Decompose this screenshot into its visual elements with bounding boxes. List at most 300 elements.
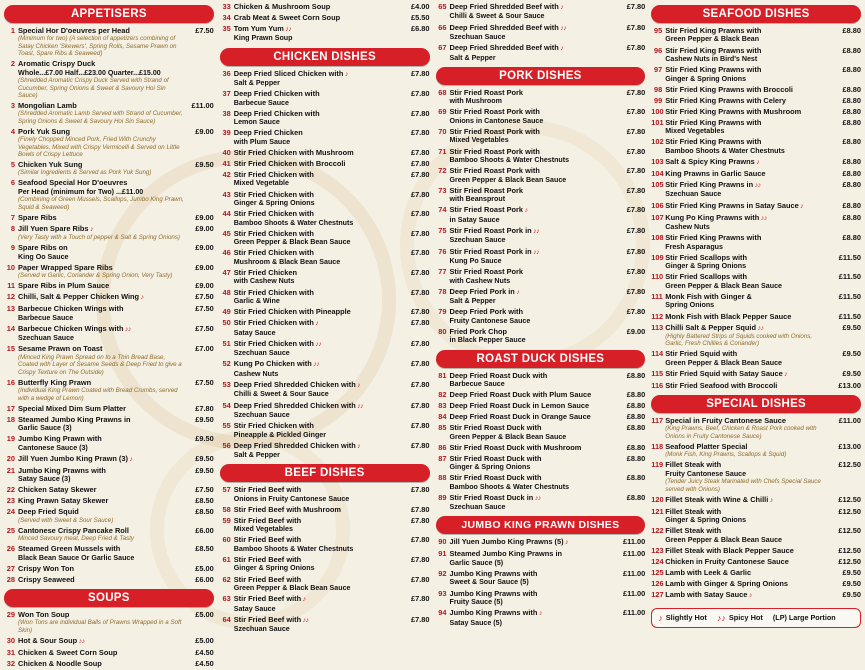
spice-level-icon: ♪ [798, 202, 804, 210]
item-price: £7.50 [195, 26, 214, 35]
item-name: Stir Fried Beef with [233, 574, 302, 584]
menu-item [220, 24, 430, 45]
item-description: (Monk Fish, King Prawns, Scallops & Squid) [665, 451, 787, 459]
item-name: Aromatic Crispy Duck [18, 59, 96, 69]
spice-level-icon: ♪♪ [311, 361, 320, 369]
item-name: Special Hor D'oeuvres per Head [18, 26, 130, 35]
item-name: Crispy Won Ton [18, 563, 74, 573]
item-price: £5.50 [411, 13, 430, 22]
item-name: Stir Fried King Prawns with Mushroom [665, 106, 802, 116]
item-body [18, 564, 184, 573]
item-body [450, 43, 616, 62]
item-name: Deep Fried Roast Duck with [449, 370, 548, 380]
item-subline: Cashew Nuts [233, 369, 279, 378]
item-name: Chicken & Mushroom Soup [233, 2, 331, 11]
item-subline: Whole...£7.00 Half...£23.00 Quarter...£15.00 [18, 68, 161, 77]
menu-item [220, 380, 430, 401]
item-number: 95 [654, 26, 663, 35]
item-number: 35 [222, 24, 231, 33]
menu-item [436, 88, 646, 108]
item-subline: Fruity Sauce (5) [449, 598, 503, 607]
item-name: Deep Fried Squid [18, 507, 79, 517]
item-number: 105 [651, 179, 664, 189]
item-name: Stir Fried Roast Pork with [449, 146, 540, 156]
item-number: 75 [438, 225, 447, 235]
item-body [18, 292, 184, 302]
item-body [665, 381, 831, 390]
item-price: £6.80 [411, 24, 430, 33]
item-number: 90 [438, 537, 447, 547]
item-subline: King Oo Sauce [18, 252, 69, 261]
item-name: Stir Fried Roast Pork with [449, 166, 540, 176]
item-body [234, 248, 400, 266]
section-header-roast-duck: ROAST DUCK DISHES [436, 350, 646, 368]
item-price: £11.50 [838, 252, 861, 262]
item-price: £7.80 [626, 166, 646, 176]
menu-item [436, 287, 646, 308]
item-number: 49 [222, 307, 231, 317]
item-price: £13.00 [838, 441, 861, 451]
spice-level-icon: ♪♪ [558, 24, 567, 32]
item-price: £7.80 [626, 146, 646, 156]
item-price: £7.80 [626, 43, 646, 53]
item-subline: Green Pepper & Black Bean Sauce [449, 175, 567, 184]
item-body [234, 159, 400, 168]
item-price: £7.80 [411, 594, 430, 604]
item-name: King Prawns in Garlic Sauce [665, 168, 766, 178]
item-body [450, 186, 616, 204]
spice-level-icon: ♪♪ [533, 494, 541, 502]
menu-item [651, 292, 861, 312]
item-number: 72 [438, 166, 447, 176]
spice-level-icon: ♪♪ [531, 248, 540, 256]
item-subline: Fresh Asparagus [665, 242, 723, 251]
item-body [450, 390, 616, 399]
item-price: £9.00 [195, 223, 214, 233]
item-name: Steamed Jumbo King Prawns in [449, 549, 563, 559]
item-name: Chicken Yuk Sung [18, 160, 83, 170]
item-name: Stir Fried Squid with Satay Sauce [665, 368, 783, 378]
menu-item [436, 443, 646, 454]
item-number: 12 [6, 292, 15, 302]
spice-level-icon: ♪♪ [77, 637, 85, 645]
item-price: £7.80 [626, 87, 646, 97]
menu-item [220, 128, 430, 148]
menu-item [436, 226, 646, 247]
menu-item [651, 381, 861, 392]
item-name: Deep Fried Roast Duck with Plum Sauce [449, 390, 592, 400]
item-number: 74 [438, 205, 447, 215]
item-number: 86 [438, 442, 447, 452]
item-body [450, 147, 616, 165]
item-name: Special in Fruity Cantonese Sauce [665, 415, 787, 425]
item-body [665, 253, 831, 271]
item-body [450, 401, 616, 410]
item-name: Fillet Steak with [665, 460, 722, 470]
item-number: 26 [6, 544, 15, 554]
item-number: 62 [222, 574, 231, 584]
menu-item [436, 43, 646, 64]
item-body [234, 268, 400, 286]
item-subline: King Prawn Soup [233, 34, 293, 43]
item-number: 107 [651, 212, 664, 222]
item-price: £7.80 [411, 614, 430, 624]
item-body [234, 13, 400, 22]
item-subline: Szechuan Sauce [233, 410, 290, 419]
menu-item [4, 496, 214, 507]
item-number: 19 [6, 434, 15, 444]
item-name: Deep Fried Roast Duck in Orange Sauce [449, 412, 591, 422]
item-price: £7.50 [195, 292, 214, 302]
menu-item [436, 267, 646, 287]
item-name: Fillet Steak with Wine & Chilli [665, 494, 769, 504]
item-name: Barbecue Chicken Wings with [18, 304, 124, 314]
item-price: £8.50 [195, 507, 214, 517]
item-body [234, 441, 400, 460]
item-number: 59 [222, 515, 231, 525]
item-price: £7.80 [626, 22, 646, 32]
item-subline: Green Pepper & Black Bean [665, 35, 760, 44]
item-body [234, 288, 400, 306]
item-price: £5.00 [195, 609, 214, 619]
item-name: Stir Fried Roast Duck in [449, 492, 534, 502]
item-name: Paper Wrapped Spare Ribs [18, 262, 113, 272]
item-subline: Mixed Vegetable [233, 179, 289, 188]
item-body [665, 157, 831, 167]
item-number: 84 [438, 412, 447, 422]
menu-item [651, 233, 861, 253]
item-name: Stir Fried King Prawns with [665, 233, 762, 243]
item-name: Stir Fried Beef with [233, 594, 302, 604]
item-price: £9.00 [195, 243, 214, 253]
item-name: Stir Fried Chicken with [233, 228, 314, 238]
item-body [665, 526, 831, 544]
item-body [665, 323, 831, 348]
item-name: Special Mixed Dim Sum Platter [18, 403, 127, 413]
item-price: £9.50 [842, 368, 861, 378]
item-subline: Satay Sauce (5) [449, 618, 502, 627]
item-name: Tom Yum Yum [233, 24, 284, 33]
section-header-appetisers: APPETISERS [4, 5, 214, 23]
spice-level-icon: ♪ [754, 158, 760, 166]
item-body [234, 421, 400, 439]
item-subline: Black Bean Sauce Or Garlic Sauce [18, 553, 135, 562]
menu-item [436, 569, 646, 589]
menu-list-pork [436, 88, 646, 347]
spice-level-icon: ♪♪ [531, 227, 540, 235]
item-body [450, 267, 616, 285]
item-price: £9.00 [195, 126, 214, 136]
item-subline: Sweet & Sour Sauce (5) [449, 578, 529, 587]
item-price: £8.80 [842, 106, 861, 116]
item-name: Monk Fish with Ginger & [665, 291, 752, 301]
menu-item [220, 516, 430, 536]
item-subline: in Black Pepper Sauce [449, 336, 526, 345]
section-header-seafood: SEAFOOD DISHES [651, 5, 861, 23]
item-name: Hot & Sour Soup [18, 635, 78, 645]
spice-level-icon: ♪ [88, 225, 93, 233]
item-price: £7.50 [195, 304, 214, 314]
spice-level-icon: ♪ [313, 320, 319, 328]
item-subline: with Cashew Nuts [233, 277, 295, 286]
menu-item [651, 349, 861, 369]
flame-icon: ♪ [658, 612, 663, 623]
item-name: Stir Fried Beef with [233, 485, 302, 495]
item-name: Fillet Steak with [665, 506, 722, 516]
item-body [18, 304, 184, 322]
item-number: 123 [651, 545, 664, 555]
item-body [665, 96, 831, 105]
item-number: 83 [438, 401, 447, 411]
item-number: 119 [651, 460, 664, 470]
item-price: £12.50 [838, 545, 861, 555]
menu-item [436, 390, 646, 401]
menu-item [4, 263, 214, 281]
item-price: £7.80 [626, 126, 646, 136]
item-body [665, 369, 831, 379]
menu-item [651, 442, 861, 460]
menu-item [436, 537, 646, 549]
item-price: £8.80 [842, 95, 861, 105]
item-number: 61 [222, 555, 231, 565]
item-price: £7.80 [411, 421, 430, 431]
menu-item [436, 608, 646, 629]
item-price: £9.50 [842, 349, 861, 359]
item-description: (Similar Ingredients & Served as Pork Yuk Sung) [18, 169, 152, 177]
item-number: 97 [654, 65, 663, 75]
menu-item [436, 473, 646, 493]
item-subline: Szechuan Sauce [233, 349, 290, 358]
menu-item [436, 454, 646, 474]
item-price: £9.50 [842, 578, 861, 588]
item-number: 114 [651, 349, 664, 359]
item-subline: Barbecue Sauce [233, 98, 289, 107]
item-body [18, 610, 184, 634]
menu-item [4, 564, 214, 575]
item-price: £7.80 [195, 403, 214, 413]
item-subline: Cantonese Sauce (3) [18, 443, 88, 452]
item-name: Jumbo King Prawns with [449, 608, 538, 618]
item-price: £7.80 [626, 2, 646, 11]
item-subline: Szechuan Sauce [449, 33, 506, 41]
item-price: £7.80 [411, 267, 430, 277]
item-price: £9.50 [195, 465, 214, 475]
item-name: Stir Fried Chicken with [233, 169, 314, 179]
item-price: £7.80 [411, 108, 430, 118]
item-name: Jumbo King Prawn with [18, 434, 102, 444]
item-price: £8.80 [626, 423, 646, 433]
item-body [450, 569, 616, 587]
item-body [18, 434, 184, 452]
item-body [234, 535, 400, 553]
item-number: 71 [438, 146, 447, 156]
item-subline: with Cashew Nuts [449, 276, 511, 285]
item-subline: Mixed Vegetables [449, 136, 509, 145]
menu-item [651, 85, 861, 96]
item-body [665, 169, 831, 178]
item-subline: Satay Sauce [233, 328, 276, 337]
item-price: £12.50 [838, 526, 861, 536]
menu-item [436, 401, 646, 412]
menu-list-roast-duck [436, 371, 646, 514]
item-description: Minced Savoury meat, Deep Fried & Tasty [18, 535, 135, 543]
menu-item [4, 160, 214, 178]
menu-list-chicken [220, 69, 430, 462]
item-price: £7.80 [411, 535, 430, 545]
item-price: £7.80 [411, 359, 430, 369]
item-body [450, 589, 616, 607]
spice-level-icon: ♪ [127, 455, 133, 463]
item-subline: Chilli & Sweet & Sour Sauce [233, 390, 329, 399]
item-name: Stir Fried King Prawns with [665, 117, 762, 127]
item-number: 116 [651, 380, 664, 390]
item-body [234, 339, 400, 358]
menu-item [4, 466, 214, 486]
menu-item [651, 568, 861, 579]
item-price: £7.80 [411, 287, 430, 297]
item-body [665, 507, 831, 525]
menu-item [651, 312, 861, 323]
item-price: £12.50 [838, 556, 861, 566]
item-body [450, 88, 616, 106]
item-name: Deep Fried Shredded Beef with [449, 43, 559, 53]
item-name: Deep Fried Pork with [449, 307, 524, 317]
item-price: £8.80 [626, 370, 646, 380]
item-body [665, 349, 831, 367]
menu-list-appetisers [4, 26, 214, 586]
item-number: 50 [222, 318, 231, 328]
item-price: £12.50 [838, 494, 861, 504]
menu-item [651, 201, 861, 213]
item-price: £7.80 [411, 485, 430, 495]
flame-icon: ♪♪ [716, 612, 726, 623]
item-price: £8.80 [626, 390, 646, 400]
item-price: £8.80 [842, 26, 861, 35]
item-name: Spare Ribs in Plum Sauce [18, 281, 110, 291]
item-number: 48 [222, 287, 231, 297]
item-number: 11 [7, 281, 15, 291]
menu-item [436, 412, 646, 423]
item-number: 55 [222, 421, 231, 431]
item-price: £11.50 [838, 272, 861, 282]
item-body [18, 213, 184, 222]
item-number: 67 [438, 43, 447, 53]
item-name: Cantonese Crispy Pancake Roll [18, 525, 129, 535]
menu-item [651, 96, 861, 107]
menu-item [651, 495, 861, 507]
item-name: Spare Ribs on [18, 243, 68, 253]
item-name: Jumbo King Prawns with [449, 569, 538, 579]
item-name: Kung Po Chicken with [233, 359, 312, 369]
item-number: 15 [6, 344, 15, 354]
item-price: £7.50 [195, 323, 214, 333]
item-subline: Green Pepper & Black Bean Sauce [449, 432, 567, 441]
item-price: £8.80 [626, 473, 646, 483]
menu-item [4, 648, 214, 659]
item-name: Stir Fried Scallops with [665, 272, 747, 282]
item-body [234, 318, 400, 337]
item-body [18, 507, 184, 524]
menu-item [651, 272, 861, 292]
item-body [665, 568, 831, 577]
item-body [665, 442, 831, 459]
item-number: 66 [438, 22, 447, 32]
item-number: 93 [438, 588, 447, 598]
item-number: 3 [10, 101, 15, 111]
item-price: £11.00 [623, 588, 646, 598]
item-price: £9.00 [626, 326, 646, 336]
item-number: 33 [222, 2, 231, 11]
item-number: 63 [222, 594, 231, 604]
menu-item [436, 205, 646, 226]
menu-item [4, 224, 214, 243]
item-body [18, 281, 184, 290]
item-number: 127 [651, 589, 664, 599]
menu-item [4, 434, 214, 454]
item-name: Stir Fried Chicken with [233, 209, 314, 219]
item-name: Stir Fried Seafood with Broccoli [665, 380, 778, 390]
item-name: Stir Fried Chicken with Broccoli [233, 158, 346, 168]
item-price: £12.50 [838, 460, 861, 470]
item-number: 110 [651, 272, 664, 282]
item-subline: Bamboo Shoots & Water Chestnuts [449, 482, 570, 491]
item-name: Deep Fried Shredded Beef with [449, 22, 559, 32]
menu-item [220, 535, 430, 555]
item-body [665, 272, 831, 290]
item-name: Stir Fried Beef with Mushroom [233, 504, 341, 514]
spice-legend [651, 608, 861, 628]
item-number: 16 [6, 377, 15, 387]
menu-item [4, 281, 214, 292]
menu-item [4, 659, 214, 670]
item-body [18, 101, 184, 125]
item-description: (Finely Chopped Minced Pork, Fried With Crunchy Vegetables, Mixed with Crispy Vermicelli & Served on Little Bowls of Crispy Lettuce [18, 136, 180, 159]
item-price: £8.50 [195, 496, 214, 506]
menu-item [4, 415, 214, 435]
item-body [18, 466, 184, 484]
menu-column-3 [436, 2, 646, 627]
menu-item [651, 369, 861, 381]
item-price: £5.00 [195, 563, 214, 573]
item-name: Jill Yuen Jumbo King Prawn (3) [18, 453, 128, 463]
item-body [665, 546, 831, 555]
item-body [234, 89, 400, 107]
item-number: 96 [654, 45, 663, 55]
item-body [234, 229, 400, 247]
item-body [18, 404, 184, 413]
item-subline: Chilli & Sweet & Sour Sauce [449, 12, 545, 21]
item-name: Kung Po King Prawns with [665, 212, 760, 222]
item-name: Stir Fried Roast Duck with [449, 473, 542, 483]
item-number: 109 [651, 252, 664, 262]
spice-level-icon: ♪♪ [355, 402, 364, 410]
menu-item [436, 147, 646, 167]
menu-item [651, 118, 861, 138]
item-name: Chicken Satay Skewer [18, 485, 97, 495]
item-body [234, 516, 400, 534]
item-body [665, 495, 831, 505]
item-name: Stir Fried Roast Pork in [449, 225, 532, 235]
menu-item [4, 344, 214, 377]
item-description: (Shredded Aromatic Lamb Served with Strand of Cucumber, Spring Onions & Sweet & Savoury Hoi Sin Sauce) [18, 110, 183, 125]
item-name: Stir Fried Chicken [233, 267, 297, 277]
item-name: Stir Fried Beef with [233, 515, 302, 525]
item-subline: Ginger & Spring Onions [665, 74, 747, 83]
item-price: £12.50 [838, 506, 861, 516]
item-number: 38 [222, 108, 231, 118]
menu-item [651, 507, 861, 527]
item-subline: Satay Sauce [233, 604, 276, 613]
